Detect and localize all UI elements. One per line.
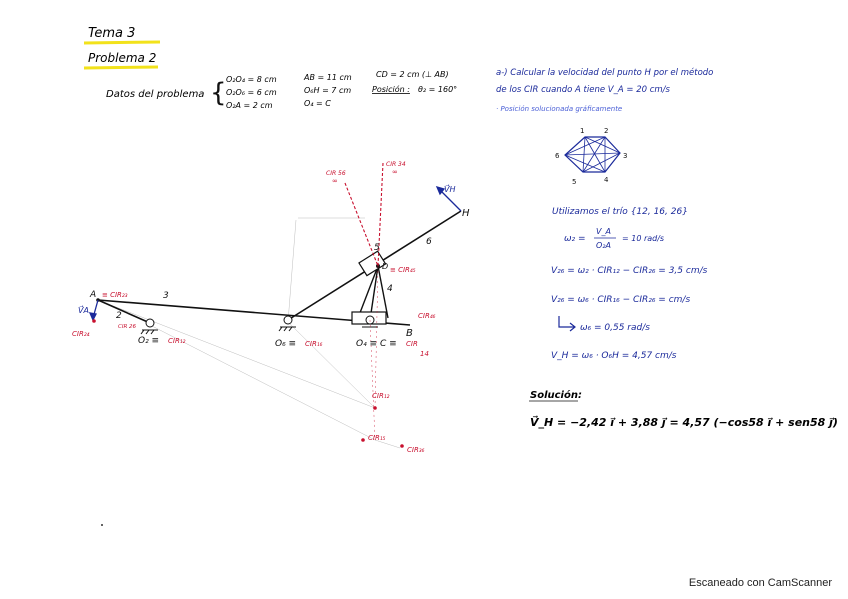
hex-label-3: 3 bbox=[623, 152, 628, 160]
label-cir56-inf: ∞ bbox=[332, 177, 338, 185]
tema-title: Tema 3 bbox=[88, 26, 136, 41]
label-cir34-inf: ∞ bbox=[392, 168, 398, 176]
label-2: 2 bbox=[116, 311, 122, 321]
label-4: 4 bbox=[387, 284, 393, 294]
solucion-formula: V⃗_H = −2,42 i⃗ + 3,88 j⃗ = 4,57 (−cos58 i⃗ + sen58 j⃗) bbox=[530, 416, 838, 429]
label-cir56: CIR 56 bbox=[326, 170, 346, 177]
hex-label-5: 5 bbox=[572, 178, 577, 186]
step-w6: ω₆ = 0,55 rad/s bbox=[580, 323, 650, 333]
cir-hexagon bbox=[555, 127, 627, 186]
question-block bbox=[496, 67, 713, 113]
construction-lines bbox=[98, 218, 400, 448]
label-cir15: CIR₁₅ bbox=[368, 434, 386, 442]
label-va: V⃗A bbox=[78, 306, 89, 315]
tema-underline bbox=[84, 42, 160, 43]
problema-underline bbox=[84, 67, 158, 68]
label-6: 6 bbox=[426, 237, 432, 247]
label-d-cir45: ≡ CIR₄₅ bbox=[390, 266, 416, 274]
datos-posicion-label: Posición : bbox=[372, 85, 410, 94]
solucion-title: Solución: bbox=[530, 390, 582, 401]
question-line2: de los CIR cuando A tiene V_A = 20 cm/s bbox=[496, 85, 670, 95]
label-d-prefix: D bbox=[382, 262, 389, 271]
hex-label-1: 1 bbox=[580, 127, 585, 135]
datos-col2-row2: O₆H = 7 cm bbox=[304, 86, 352, 95]
velocity-arrows bbox=[90, 187, 461, 320]
datos-col1-row2: O₂O₆ = 6 cm bbox=[226, 88, 277, 97]
label-vh: V⃗H bbox=[444, 185, 456, 194]
datos-col1 bbox=[226, 75, 277, 110]
datos-col2-row3: O₄ = C bbox=[304, 99, 331, 108]
datos-col2-row1: AB = 11 cm bbox=[304, 73, 352, 82]
va-arrow-head bbox=[90, 313, 96, 320]
label-h: H bbox=[462, 208, 470, 219]
problema-title: Problema 2 bbox=[88, 51, 157, 65]
label-cir12: CIR₁₂ bbox=[372, 392, 390, 400]
mechanism-diagram bbox=[72, 161, 470, 454]
label-3: 3 bbox=[163, 291, 169, 301]
cir12-point bbox=[373, 406, 377, 410]
cir15-point bbox=[361, 438, 365, 442]
label-o4-cir: CIR bbox=[406, 340, 418, 348]
diagram-black-labels bbox=[89, 208, 470, 349]
datos-col3-row1: CD = 2 cm (⊥ AB) bbox=[376, 70, 449, 79]
label-a-prefix: A bbox=[90, 290, 97, 300]
step-v26-a: V₂₆ = ω₂ · CIR₁₂ − CIR₂₆ = 3,5 cm/s bbox=[551, 266, 708, 276]
datos-label: Datos del problema bbox=[106, 89, 205, 100]
datos-brace: { bbox=[210, 78, 227, 108]
label-o2-prefix: O₂ ≡ bbox=[138, 336, 160, 346]
datos-col2 bbox=[303, 73, 352, 108]
camscanner-watermark: Escaneado con CamScanner bbox=[688, 577, 832, 589]
label-5: 5 bbox=[374, 243, 380, 253]
label-b: B bbox=[406, 328, 413, 339]
step-w2-den: O₂A bbox=[596, 241, 611, 250]
question-note: · Posición solucionada gráficamente bbox=[496, 105, 623, 113]
label-cir36: CIR₃₆ bbox=[407, 446, 425, 454]
label-cir34: CIR 34 bbox=[386, 161, 406, 168]
label-cir24: CIR₂₄ bbox=[72, 330, 90, 338]
step-w2-lhs: ω₂ = bbox=[564, 234, 586, 244]
stray-mark bbox=[101, 524, 103, 526]
step-v26-b: V₂₆ = ω₆ · CIR₁₆ − CIR₂₆ = cm/s bbox=[551, 295, 691, 305]
hex-label-2: 2 bbox=[604, 127, 609, 135]
label-cir26: CIR 26 bbox=[118, 324, 137, 330]
datos-col1-row1: O₂O₄ = 8 cm bbox=[226, 75, 277, 84]
datos-posicion-value: θ₂ = 160° bbox=[418, 85, 458, 94]
hex-label-4: 4 bbox=[604, 176, 609, 184]
datos-col1-row3: O₂A = 2 cm bbox=[226, 101, 273, 110]
step-trio: Utilizamos el trío {12, 16, 26} bbox=[552, 207, 688, 217]
step-w2-num: V_A bbox=[596, 227, 611, 236]
step-vh: V_H = ω₆ · O₆H = 4,57 cm/s bbox=[551, 351, 677, 361]
ground-o2 bbox=[141, 319, 158, 334]
label-o2-cir12: CIR₁₂ bbox=[168, 337, 186, 345]
datos-col3 bbox=[372, 70, 457, 94]
cir36-point bbox=[400, 444, 404, 448]
hex-label-6: 6 bbox=[555, 152, 560, 160]
label-o4-sub: 14 bbox=[420, 350, 429, 358]
hexagon-diagonals bbox=[565, 137, 620, 172]
question-line1: a-) Calcular la velocidad del punto H por el método bbox=[496, 68, 714, 78]
cir24-point bbox=[92, 319, 96, 323]
label-o4-prefix: O₄ ≡ C ≡ bbox=[356, 339, 397, 349]
label-cir23: ≡ CIR₂₃ bbox=[102, 291, 128, 299]
solution-steps bbox=[551, 207, 708, 361]
label-cir46: CIR₄₆ bbox=[418, 312, 436, 320]
ground-o6 bbox=[279, 316, 296, 331]
step-w2-rhs: = 10 rad/s bbox=[622, 234, 665, 243]
label-o6-prefix: O₆ ≡ bbox=[275, 339, 297, 349]
label-o6-cir16: CIR₁₆ bbox=[305, 340, 323, 348]
